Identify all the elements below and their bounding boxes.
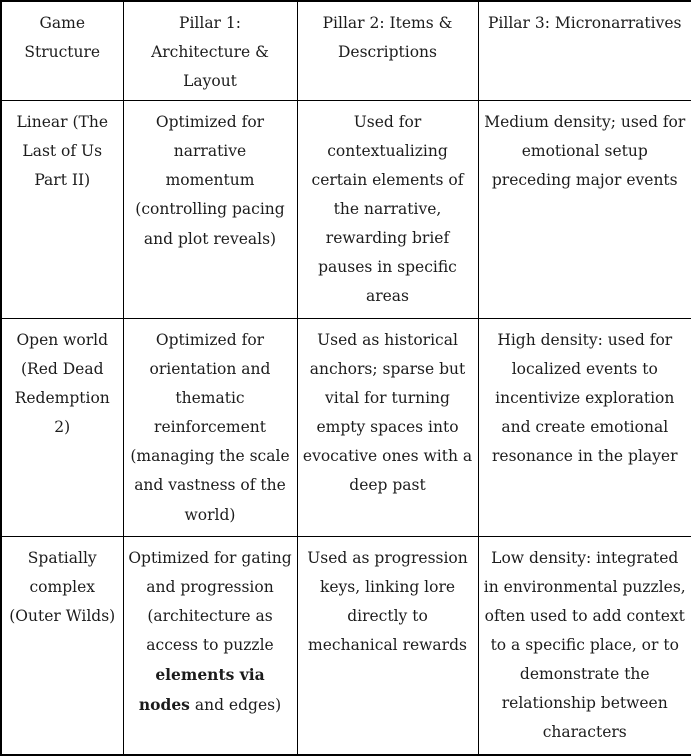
table-row-spatially-complex bbox=[1, 537, 691, 755]
column-header-pillar1-architecture-layout: Pillar 1: Architecture & Layout bbox=[123, 1, 297, 101]
cell-linear-pillar1 bbox=[123, 101, 297, 319]
cell-bold-text: elements via nodes bbox=[138, 665, 265, 714]
header-row bbox=[1, 1, 691, 101]
cell-text: Optimized for gating and progression (architecture as access to puzzle bbox=[128, 549, 292, 654]
column-header-pillar2-items-descriptions: Pillar 2: Items & Descriptions bbox=[297, 1, 478, 101]
cell-spatially-complex-pillar3: Low density: integrated in environmental puzzles, often used to add context to a specific place, or to demonstrate the relationship between characters bbox=[478, 537, 691, 755]
cell-text: and edges) bbox=[189, 696, 282, 714]
cell-text: Optimized for orientation and thematic reinforcement (managing the scale and vastness of the world) bbox=[130, 331, 290, 524]
cell-linear-game-structure: Linear (The Last of Us Part II) bbox=[1, 101, 123, 319]
cell-open-world-pillar3: High density: used for localized events to incentivize exploration and create emotional resonance in the player bbox=[478, 319, 691, 537]
cell-spatially-complex-pillar1 bbox=[123, 537, 297, 755]
cell-linear-pillar3: Medium density; used for emotional setup preceding major events bbox=[478, 101, 691, 319]
table-row-linear bbox=[1, 101, 691, 319]
cell-open-world-pillar2: Used as historical anchors; sparse but vital for turning empty spaces into evocative ones with a deep past bbox=[297, 319, 478, 537]
cell-open-world-pillar1 bbox=[123, 319, 297, 537]
column-header-game-structure: Game Structure bbox=[1, 1, 123, 101]
cell-text: Optimized for narrative momentum (controlling pacing and plot reveals) bbox=[135, 113, 285, 248]
column-header-pillar3-micronarratives: Pillar 3: Micronarratives bbox=[478, 1, 691, 101]
cell-open-world-game-structure: Open world (Red Dead Redemption 2) bbox=[1, 319, 123, 537]
cell-spatially-complex-pillar2: Used as progression keys, linking lore directly to mechanical rewards bbox=[297, 537, 478, 755]
cell-spatially-complex-game-structure: Spatially complex (Outer Wilds) bbox=[1, 537, 123, 755]
table-row-open-world bbox=[1, 319, 691, 537]
cell-linear-pillar2: Used for contextualizing certain elements of the narrative, rewarding brief pauses in specific areas bbox=[297, 101, 478, 319]
